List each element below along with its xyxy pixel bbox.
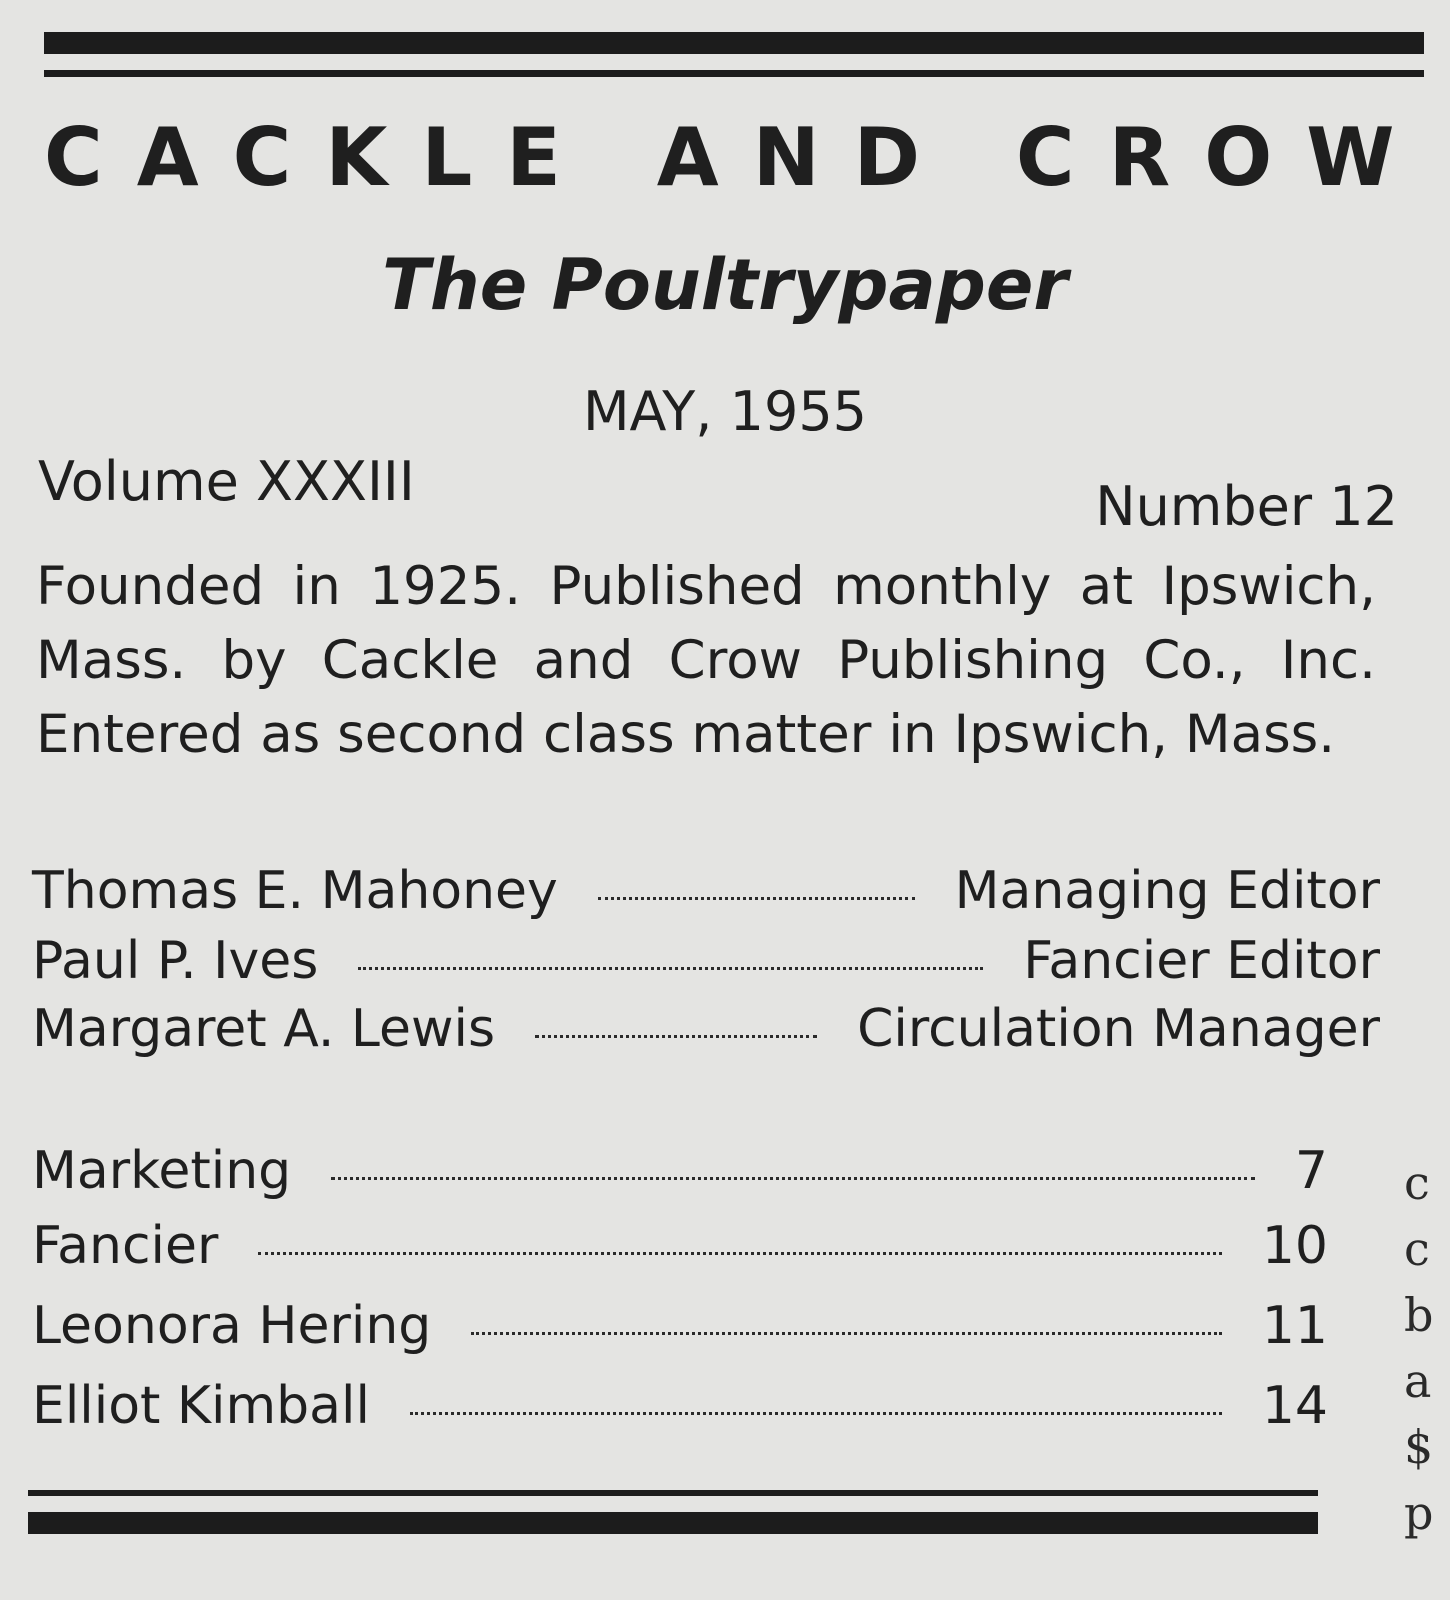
- publication-subtitle: The Poultrypaper: [382, 244, 1068, 326]
- issue-date: MAY, 1955: [582, 380, 868, 443]
- volume-label: Volume XXXIII: [38, 450, 415, 513]
- contents-title: Elliot Kimball: [32, 1376, 370, 1436]
- dotted-leader: [598, 897, 915, 900]
- dotted-leader: [410, 1412, 1222, 1415]
- staff-role: Fancier Editor: [1023, 931, 1380, 991]
- fragment-char: b: [1404, 1288, 1434, 1342]
- fragment-char: $: [1404, 1420, 1434, 1474]
- contents-page: 14: [1261, 1376, 1328, 1436]
- contents-row: [32, 1376, 1328, 1436]
- bottom-thin-rule: [28, 1490, 1318, 1496]
- publication-title: CACKLE AND CROW: [44, 111, 1429, 204]
- contents-title: Fancier: [32, 1216, 219, 1276]
- dotted-leader: [535, 1035, 817, 1038]
- contents-row: [32, 1216, 1328, 1276]
- top-thick-rule: [44, 32, 1424, 54]
- staff-row: [32, 861, 1380, 921]
- publication-info: Founded in 1925. Published monthly at Ipswich, Mass. by Cackle and Crow Publishing Co., Inc. Entered as second class matter in Ipswich, Mass.: [36, 556, 1376, 765]
- contents-page: 11: [1261, 1296, 1328, 1356]
- dotted-leader: [258, 1252, 1221, 1255]
- adjacent-column-fragment: [1404, 1150, 1450, 1546]
- contents-page: 7: [1294, 1141, 1328, 1201]
- staff-row: [32, 999, 1380, 1059]
- top-thin-rule: [44, 70, 1424, 77]
- contents-title: Marketing: [32, 1141, 292, 1201]
- staff-row: [32, 931, 1380, 991]
- fragment-char: c: [1404, 1156, 1430, 1210]
- staff-name: Thomas E. Mahoney: [32, 861, 558, 921]
- fragment-char: a: [1404, 1354, 1432, 1408]
- issue-number: Number 12: [1095, 475, 1398, 538]
- staff-role: Circulation Manager: [857, 999, 1380, 1059]
- bottom-thick-rule: [28, 1512, 1318, 1534]
- dotted-leader: [331, 1177, 1255, 1180]
- fragment-char: p: [1404, 1486, 1434, 1540]
- contents-title: Leonora Hering: [32, 1296, 432, 1356]
- contents-row: [32, 1296, 1328, 1356]
- staff-name: Paul P. Ives: [32, 931, 319, 991]
- contents-row: [32, 1141, 1328, 1201]
- dotted-leader: [358, 967, 983, 970]
- dotted-leader: [471, 1332, 1222, 1335]
- staff-name: Margaret A. Lewis: [32, 999, 496, 1059]
- fragment-char: c: [1404, 1222, 1430, 1276]
- staff-role: Managing Editor: [954, 861, 1380, 921]
- contents-page: 10: [1261, 1216, 1328, 1276]
